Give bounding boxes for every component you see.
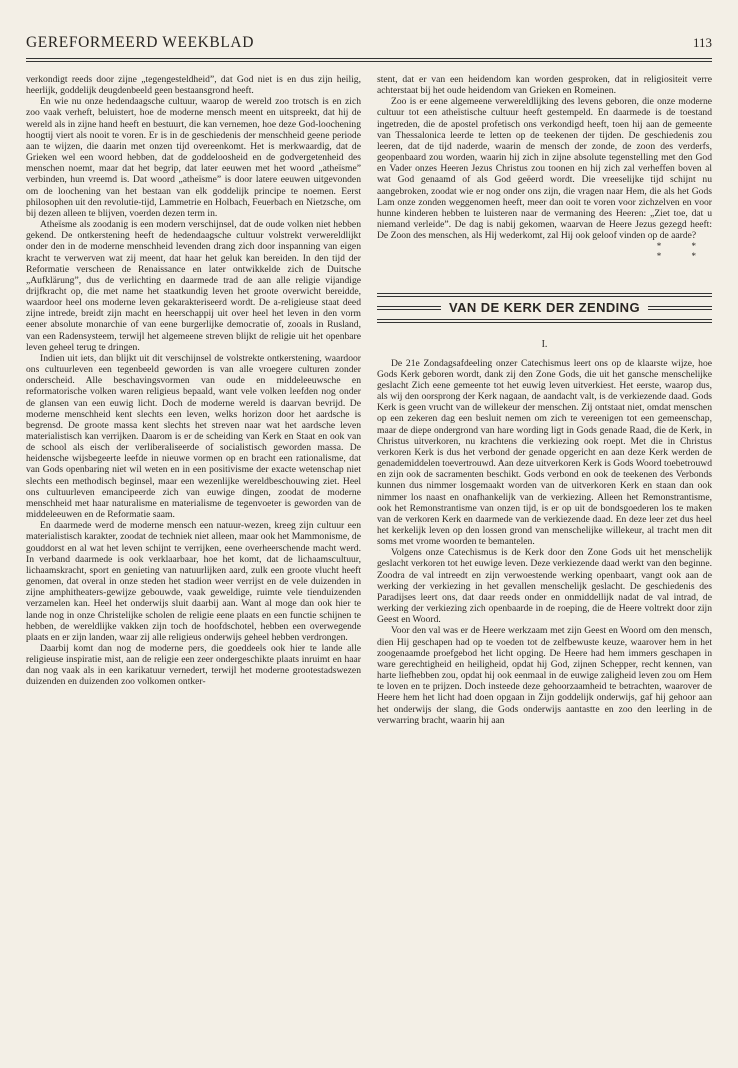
- section-number: I.: [541, 338, 548, 350]
- right-column: [377, 74, 712, 726]
- paragraph: Indien uit iets, dan blijkt uit dit verschijnsel de volstrekte ontkerstening, waardoor ons cultuurleven een tegenbeeld geworden is van alle vroegere culturen zonder onderscheid. Alle beschavingsvormen van oude en middeleeuwsche en reformatorische volken waren religieus bepaald, want vele volken leefden nog onder de glansen van een euwig licht. Doch de moderne wereld is daarvan bevrijd. De moderne menschheid kent slechts een leven, welks horizon door het aardsche is begrensd. De groote massa kent slechts het streven naar wat het aardsche leven materialistisch kan verrijken. Daarom is er de scheiding van Kerk en Staat en ook van de school als eisch der verliberaliseerde of socialistisch geworden massa. De heidensche wijsbegeerte leefde in nieuwe vormen op en bracht een rationalisme, dat van Gods openbaring niet wil weten en in een positivisme der exacte wetenschap niet slechts een methodisch beginsel, maar een wezenlijke wereldbeschouwing ziet. Heel ons cultuurleven emancipeerde zich van euwige dingen, zoodat de moderne menschheid met haar naturalisme en materialisme de tegenvoeter is geworden van de middeleeuwen en de Reformatie saam.: [26, 352, 361, 521]
- paragraph: stent, dat er van een heidendom kan worden gesproken, dat in religiositeit verre achterstaat bij het oude heidendom van Grieken en Romeinen.: [377, 74, 712, 97]
- paragraph: Zoo is er eene algemeene verwereldlijking des levens geboren, die onze moderne cultuur tot een atheïstische cultuur heeft gestempeld. En daarmede is de toestand ingetreden, die de apostel profetisch ons verkondigd heeft, toen hij aan de gemeente van Thessalonica leerde te letten op de teekenen der tijden. De geschiedenis zou leeren, dat de tijd naderde, waarin de mensch der zonde, de zoon des verderfs, geopenbaard zou worden, waarin hij zich in zijne absolute tegenstelling met den God en Vader onzes Heeren Jezus Christus zou toonen en hij zich zal verheffen boven al wat God genaamd of als God geëerd wordt. Die vreeselijke tijd schijnt nu aangebroken, zoodat wie er nog onder ons zijn, die vragen naar Hem, die als het Gods Lam onze zonden weggenomen heeft, meer dan ooit te voren voor zichzelven en voor hunne kinderen hebben te luisteren naar de vermaning des Heeren: „Ziet toe, dat u niemand verleide”. De dag is nabij gekomen, waarvan de Heere Jezus gezegd heeft: De Zoon des menschen, als Hij wederkomt, zal Hij ook geloof vinden op de aarde?: [377, 96, 712, 242]
- paragraph: Daarbij komt dan nog de moderne pers, die goeddeels ook hier te lande alle religieuse inspiratie mist, aan de religie een zeer ondergeschikte plaats inruimt en haar dan nog vaak als in een karikatuur vernedert, terwijl het moderne grootestadswezen duizenden en duizenden zoo volkomen ontker-: [26, 642, 361, 688]
- page-header: [26, 34, 712, 56]
- title-rule-left: [377, 306, 441, 310]
- paragraph: De 21e Zondagsafdeeling onzer Catechismus leert ons op de klaarste wijze, hoe Gods Kerk geboren wordt, dank zij den Zone Gods, die uit het gansche menschelijke geslacht Zich eene gemeente tot het euwig leven uitverkiest. Het eerste, waarop dus, als wij den oorsprong der Kerk nagaan, de aandacht valt, is de verkiezende daad. Gods Kerk is geen vrucht van de willekeur der menschen. Zij ontstaat niet, omdat menschen op een zekeren dag een besluit nemen om zich te vereenigen tot een gemeenschap, maar de diepe ondergrond van hare wording ligt in Gods genade Raad, die de Kerk, in Christus uitverkoren, nu krachtens die verkiezing ook roept. Met die in Christus verkoren Kerk is dus het verbond der genade opgericht en aan deze Kerk werden de genademiddelen toevertrouwd. Aan deze uitverkoren Kerk is Gods Woord toebetrouwd en zijn ook de sacramenten beschikt. Gods verbond en ook de teekenen des Verbonds kunnen dus nimmer losgemaakt worden van de uitverkoren Kerk en staan dan ook nimmer los naast en onafhankelijk van de verkiezing. Alleen het Remonstrantisme, ook het Remonstrantisme van onzen tijd, is er op uit de bondsgoederen los te maken van de verkoren Kerk en daarmede van de verkiezende daad. En deze leer zet dus heel het kerkelijk leven op den lossen grond van menschelijke willekeur, al tracht men dit soms met vrome woorden te bemantelen.: [377, 357, 712, 548]
- section-title: VAN DE KERK DER ZENDING: [449, 300, 640, 316]
- left-column: [26, 74, 361, 726]
- journal-title: GEREFORMEERD WEEKBLAD: [26, 34, 255, 51]
- section-heading: [377, 293, 712, 322]
- paragraph: Voor den val was er de Heere werkzaam met zijn Geest en Woord om den mensch, dien Hij geschapen had op te voeden tot de zelfbewuste keuze, waarover hem in het zoogenaamde proefgebod het licht opging. De Heere had hem immers geschapen in ware gerechtigheid en heiligheid, opdat hij God, zijnen Schepper, recht kennen, van harte liefhebben zou, opdat hij ook eenmaal in de euwige zaligheid leven zou om Hem te loven en te prijzen. Doch insteede deze gehoorzaamheid te betrachten, waarover de Heere hem het licht had doen opgaan in Zijn goddelijk onderwijs, gaf hij gehoor aan het onderwijs der slang, die Gods onderwijs aantastte en zoo den leerling in de verwarring bracht, waarin hij aan: [377, 625, 712, 726]
- header-rule: [26, 58, 712, 62]
- section-rule-bottom: [377, 319, 712, 323]
- paragraph: Volgens onze Catechismus is de Kerk door den Zone Gods uit het menschelijk geslacht verkoren tot het euwige leven. Deze verkiezende daad werkt van den beginne. Zoodra de val intreedt en zijn verwoestende werking openbaart, vangt ook aan de werking der verkiezing in het gevallen menschelijk geslacht. De geschiedenis des Paradijses leert ons, dat daar reeds onder en onmiddellijk nadat de val intrad, de werking der verkiezing zich openbaarde in de roeping, die de Heere voltrekt door zijn Geest en Woord.: [377, 547, 712, 626]
- page: [26, 34, 712, 726]
- section-title-row: [377, 300, 712, 316]
- paragraph: verkondigt reeds door zijne „tegengesteldheid”, dat God niet is en dus zijn heilig, heerlijk, goddelijk deugdenbeeld geen bestaansgrond heeft.: [26, 74, 361, 97]
- page-number: 113: [692, 35, 712, 50]
- paragraph: En daarmede werd de moderne mensch een natuur-wezen, kreeg zijn cultuur een materialistisch karakter, zoodat de techniek niet alleen, maar ook het Mammonisme, de gouddorst en al wat het leven schijnt te verrijken, eene overheerschende macht werd. In verband daarmede is ook verklaarbaar, hoe het komt, dat de lichaamscultuur, lichaamskracht, sport en genieting van natuurlijken aard, zulk een groote vlucht heeft genomen, dat overal in onze steden het stadion weer verrijst en de vele duizenden in zijne amphitheaters-gewijze gebouwde, vaak geweldige, ruimte vele tienduizenden verzamelen kan. Heel het onderwijs sluit daarbij aan. Want al moge dan ook hier te lande nog in onze Christelijke scholen de religie eene plaats en een functie schijnen te hebben, de wereldlijke vakken zijn toch de hoofdschotel, hebben een overwegende plaats en er zijn landen, waar zij alle religieus onderwijs geheel hebben verdrongen.: [26, 520, 361, 643]
- section-divider-stars-bottom: * *: [656, 251, 710, 262]
- title-rule-right: [648, 306, 712, 310]
- section-divider-stars: * *: [656, 241, 710, 252]
- paragraph: En wie nu onze hedendaagsche cultuur, waarop de wereld zoo trotsch is en zich zoo vaak verheft, beluistert, hoe de moderne mensch meent en uitspreekt, dat hij de wereld als in zijne hand heeft en bestuurt, die kan vernemen, hoe deze God-loochening hoogtij viert als nooit te voren. Er is in de geschiedenis der menschheid geene periode aan te wijzen, die daarin met onzen tijd overeenkomt. Het is merkwaardig, dat de Grieken wel een woord hebben, dat de goddeloosheid en de godvergetenheid des menschen noemt, maar dat het begrip, dat later eeuwen met het woord „atheïsme” verbinden, hun vreemd is. Dat woord „atheïsme” is door latere eeuwen uitgevonden om de loochening van het bestaan van elk goddelijk principe te noemen. Eerst philosophen uit den revolutie-tijd, Lammetrie en Holbach, Feuerbach en Nietzsche, om bij dezen alleen te blijven, voerden dezen term in.: [26, 96, 361, 219]
- article-columns: [26, 74, 712, 726]
- paragraph: Atheïsme als zoodanig is een modern verschijnsel, dat de oude volken niet hebben gekend. De ontkerstening heeft de hedendaagsche cultuur volstrekt verwereldlijkt onder den in de moderne menschheid levenden drang zich door inspanning van eigen kracht te verwerven wat zij meent, dat haar het geluk kan bereiden. In den tijd der Reformatie verscheen de Renaissance en later ontwikkelde zich de Duitsche „Aufklärung”, dus de verlichting en daarmede trad de aan alle religie vijandige drijfkracht op, die met name het staatkundig leven het groote overwicht bereidde, waardoor heel ons moderne leven gekarakteriseerd wordt. De a-religieuse staat deed zijne intrede, breidt zijn macht en heerschappij uit over heel het leven in den vorm eener absolute monarchie of van eene burgerlijke democratie of, zooals in Rusland, van een Radensysteem, terwijl het algemeene streven blijkt de religie uit het openbare leven geheel terug te dringen.: [26, 219, 361, 353]
- section-rule-top: [377, 293, 712, 297]
